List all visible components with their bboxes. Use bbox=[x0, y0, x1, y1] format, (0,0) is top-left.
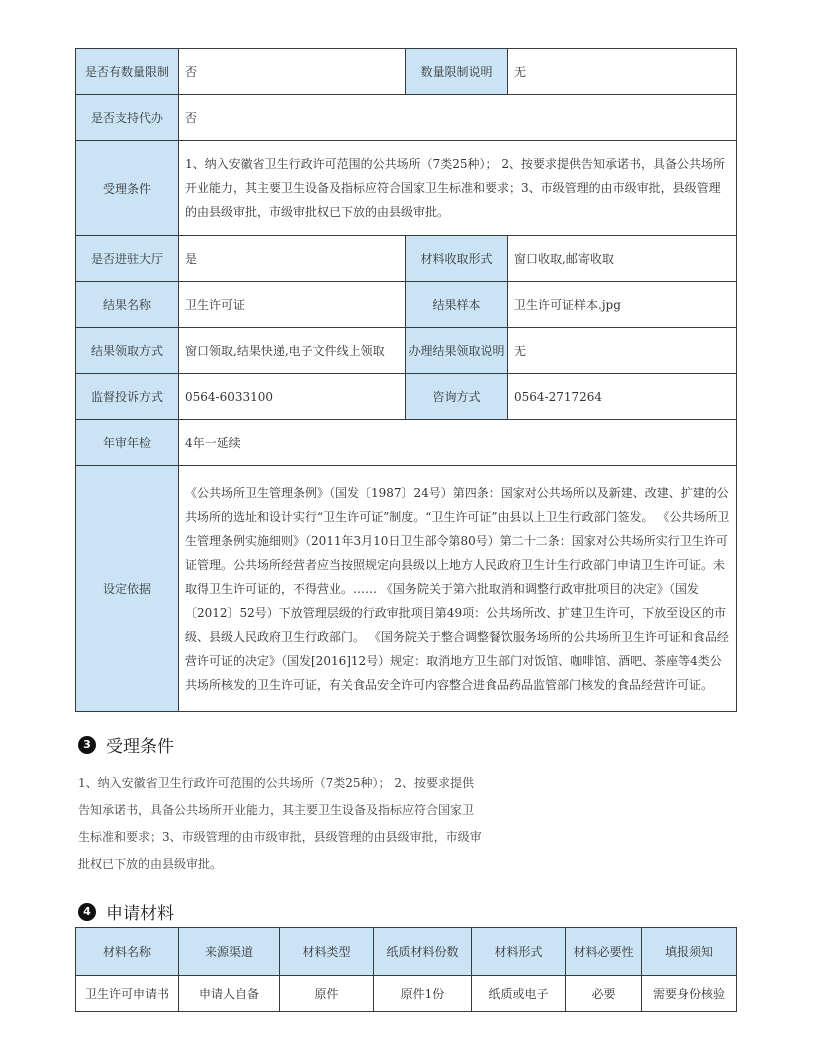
table-row bbox=[76, 420, 737, 466]
row-label-consultation: 咨询方式 bbox=[406, 374, 508, 420]
table-cell: 原件 bbox=[280, 976, 374, 1012]
row-label-material-collection: 材料收取形式 bbox=[406, 236, 508, 282]
row-value-result-pickup-note: 无 bbox=[508, 328, 737, 374]
row-value-acceptance-conditions: 1、纳入安徽省卫生行政许可范围的公共场所（7类25种）； 2、按要求提供告知承诺书，具备公共场所开业能力，其主要卫生设备及指标应符合国家卫生标准和要求；3、市级管理的由市级审批，县级管理的由县级审批，市级审批权已下放的由县级审批。 bbox=[179, 141, 737, 236]
row-label-annual-review: 年审年检 bbox=[76, 420, 179, 466]
row-value-result-pickup: 窗口领取,结果快递,电子文件线上领取 bbox=[179, 328, 406, 374]
row-label-result-name: 结果名称 bbox=[76, 282, 179, 328]
row-value-material-collection: 窗口收取,邮寄收取 bbox=[508, 236, 737, 282]
table-cell: 原件1份 bbox=[374, 976, 472, 1012]
service-info-table bbox=[75, 48, 737, 712]
section-number-badge: 3 bbox=[78, 736, 96, 754]
section-heading-materials bbox=[78, 899, 174, 924]
acceptance-conditions-text: 1、纳入安徽省卫生行政许可范围的公共场所（7类25种）； 2、按要求提供告知承诺书，具备公共场所开业能力，其主要卫生设备及指标应符合国家卫生标准和要求；3、市级管理的由市级审批，县级管理的由县级审批，市级审批权已下放的由县级审批。 bbox=[78, 776, 482, 871]
table-cell: 必要 bbox=[566, 976, 642, 1012]
row-value-result-sample: 卫生许可证样本.jpg bbox=[508, 282, 737, 328]
row-value-annual-review: 4年一延续 bbox=[179, 420, 737, 466]
row-value-in-hall: 是 bbox=[179, 236, 406, 282]
table-row bbox=[76, 328, 737, 374]
table-cell: 卫生许可申请书 bbox=[76, 976, 179, 1012]
row-label-complaint: 监督投诉方式 bbox=[76, 374, 179, 420]
row-value-quantity-limit-note: 无 bbox=[508, 49, 737, 95]
table-row bbox=[76, 282, 737, 328]
table-row bbox=[76, 95, 737, 141]
row-label-acceptance-conditions: 受理条件 bbox=[76, 141, 179, 236]
row-label-result-pickup-note: 办理结果领取说明 bbox=[406, 328, 508, 374]
section-number-badge: 4 bbox=[78, 903, 96, 921]
column-header: 材料名称 bbox=[76, 928, 179, 976]
row-label-in-hall: 是否进驻大厅 bbox=[76, 236, 179, 282]
section-title: 受理条件 bbox=[106, 737, 174, 757]
row-label-result-pickup: 结果领取方式 bbox=[76, 328, 179, 374]
row-label-result-sample: 结果样本 bbox=[406, 282, 508, 328]
column-header: 材料必要性 bbox=[566, 928, 642, 976]
column-header: 填报须知 bbox=[642, 928, 737, 976]
section-heading-acceptance bbox=[78, 732, 174, 757]
row-value-legal-basis: 《公共场所卫生管理条例》（国发〔1987〕24号）第四条：国家对公共场所以及新建、改建、扩建的公共场所的选址和设计实行“卫生许可证”制度。“卫生许可证”由县以上卫生行政部门签发。 《公共场所卫生管理条例实施细则》（2011年3月10日卫生部令第80号）第二十二条：国家对公共场所实行卫生许可证管理。公共场所经营者应当按照规定向县级以上地方人民政府卫生计生行政部门申请卫生许可证。未取得卫生许可证的，不得营业。…… 《国务院关于第六批取消和调整行政审批项目的决定》（国发〔2012〕52号）下放管理层级的行政审批项目第49项：公共场所改、扩建卫生许可，下放至设区的市级、县级人民政府卫生行政部门。 《国务院关于整合调整餐饮服务场所的公共场所卫生许可证和食品经营许可证的决定》（国发[2016]12号）规定：取消地方卫生部门对饭馆、咖啡馆、酒吧、茶座等4类公共场所核发的卫生许可证，有关食品安全许可内容整合进食品药品监管部门核发的食品经营许可证。 bbox=[179, 466, 737, 712]
table-cell: 需要身份核验 bbox=[642, 976, 737, 1012]
table-row bbox=[76, 141, 737, 236]
row-value-result-name: 卫生许可证 bbox=[179, 282, 406, 328]
column-header: 材料类型 bbox=[280, 928, 374, 976]
column-header: 来源渠道 bbox=[179, 928, 280, 976]
table-row bbox=[76, 374, 737, 420]
column-header: 纸质材料份数 bbox=[374, 928, 472, 976]
row-label-quantity-limit-note: 数量限制说明 bbox=[406, 49, 508, 95]
table-row bbox=[76, 49, 737, 95]
row-value-quantity-limit: 否 bbox=[179, 49, 406, 95]
table-cell: 申请人自备 bbox=[179, 976, 280, 1012]
row-label-proxy-support: 是否支持代办 bbox=[76, 95, 179, 141]
column-header: 材料形式 bbox=[472, 928, 566, 976]
row-label-legal-basis: 设定依据 bbox=[76, 466, 179, 712]
table-cell: 纸质或电子 bbox=[472, 976, 566, 1012]
table-header-row bbox=[76, 928, 737, 976]
row-label-quantity-limit: 是否有数量限制 bbox=[76, 49, 179, 95]
row-value-complaint: 0564-6033100 bbox=[179, 374, 406, 420]
table-row bbox=[76, 466, 737, 712]
table-row bbox=[76, 976, 737, 1012]
table-row bbox=[76, 236, 737, 282]
row-value-consultation: 0564-2717264 bbox=[508, 374, 737, 420]
materials-table bbox=[75, 927, 737, 1012]
row-value-proxy-support: 否 bbox=[179, 95, 737, 141]
section-title: 申请材料 bbox=[106, 904, 174, 924]
